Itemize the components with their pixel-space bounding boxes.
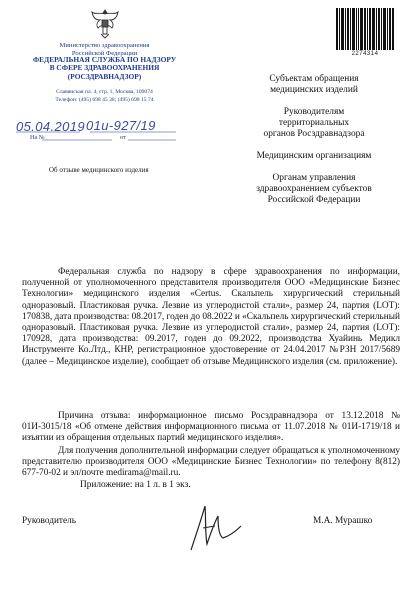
service-line: В СФЕРЕ ЗДРАВООХРАНЕНИЯ (49, 63, 160, 73)
barcode-number: 2274314 (351, 51, 379, 57)
service-name (22, 56, 187, 81)
signatory-title: Руководитель (22, 516, 76, 526)
recipient-spacer (228, 162, 400, 173)
recipient-line: Субъектам обращения (269, 74, 359, 84)
subject-line: Об отзыве медицинского изделия (49, 166, 149, 174)
recipient-line: Руководителям (283, 107, 345, 117)
body-paragraph-3: Для получения дополнительной информации следует обращаться к уполномоченному представителю производителя ООО «Медицинские Бизнес Технологии» по телефону 8(812) 677-70-02 и эл/почте medirama@mail.ru. (22, 446, 400, 479)
body-paragraph-2: Причина отзыва: информационное письмо Росздравнадзора от 13.12.2018 № 01И-3015/18 «Об отмене действия информационного письма от 11.07.2018 № 01И-1719/18 и изъятии из обращения отдельных партий медицинского изделия». (22, 411, 400, 444)
handwritten-signature (185, 498, 245, 553)
recipient-line: Российской Федерации (267, 195, 361, 205)
ministry-line: Министерство здравоохранения (59, 42, 150, 49)
recipient-spacer (228, 96, 400, 107)
recipient-line: Органам управления (272, 173, 356, 183)
registration-date: 05.04.2019 (16, 119, 86, 134)
service-line: ФЕДЕРАЛЬНАЯ СЛУЖБА ПО НАДЗОРУ (32, 55, 177, 64)
registration-number: 01и-927/19 (86, 118, 156, 133)
ministry-line: Российской Федерации (71, 49, 138, 57)
recipient-spacer (228, 140, 400, 151)
service-line: (РОСЗДРАВНАДЗОР) (67, 71, 142, 81)
reference-number-label: На № (30, 134, 45, 141)
signatory-name: М.А. Мурашко (313, 516, 373, 526)
recipient-line: территориальных (278, 118, 350, 128)
emblem-icon (89, 6, 121, 40)
address: Славянская пл. 4, стр. 1, Москва, 109074 (56, 89, 153, 95)
phone: Телефон: (495) 698 45 38; (495) 698 15 74 (55, 97, 154, 103)
recipient-line: здравоохранением субъектов (256, 184, 372, 194)
attachment-note: Приложение: на 1 л. в 1 экз. (80, 480, 191, 490)
recipient-line: органов Росздравнадзора (263, 129, 365, 139)
body-paragraph-1: Федеральная служба по надзору в сфере здравоохранения по информации, полученной от уполномоченного представителя производителя ООО «Медицинские Бизнес Технологии» медицинского изделия «Certus. Скальпель хирургический стерильный одноразовый. Пластиковая ручка. Лезвие из углеродистой стали», размер 24, партия (LOT): 170838, дата производства: 08.2017, годен до 08.2022 и «Скальпель хирургический стерильный одноразовый. Пластиковая ручка. Лезвие из углеродистой стали», размер 24, партия (LOT): 170928, дата производства: 09.2017, годен до 09.2022, производства Хуайинь Медикл Инструменте Ко.Лтд., КНР, регистрационное удостоверение от 24.04.2017 №РЗН 2017/5689 (далее – Медицинское изделие), сообщает об отзыве Медицинского изделия (см. приложение). (22, 267, 400, 367)
recipients-block (228, 74, 400, 206)
reference-date-label: от (120, 134, 126, 141)
barcode (336, 8, 394, 50)
recipient-line: Медицинским организациям (256, 151, 372, 161)
recipient-line: медицинских изделий (270, 85, 358, 95)
